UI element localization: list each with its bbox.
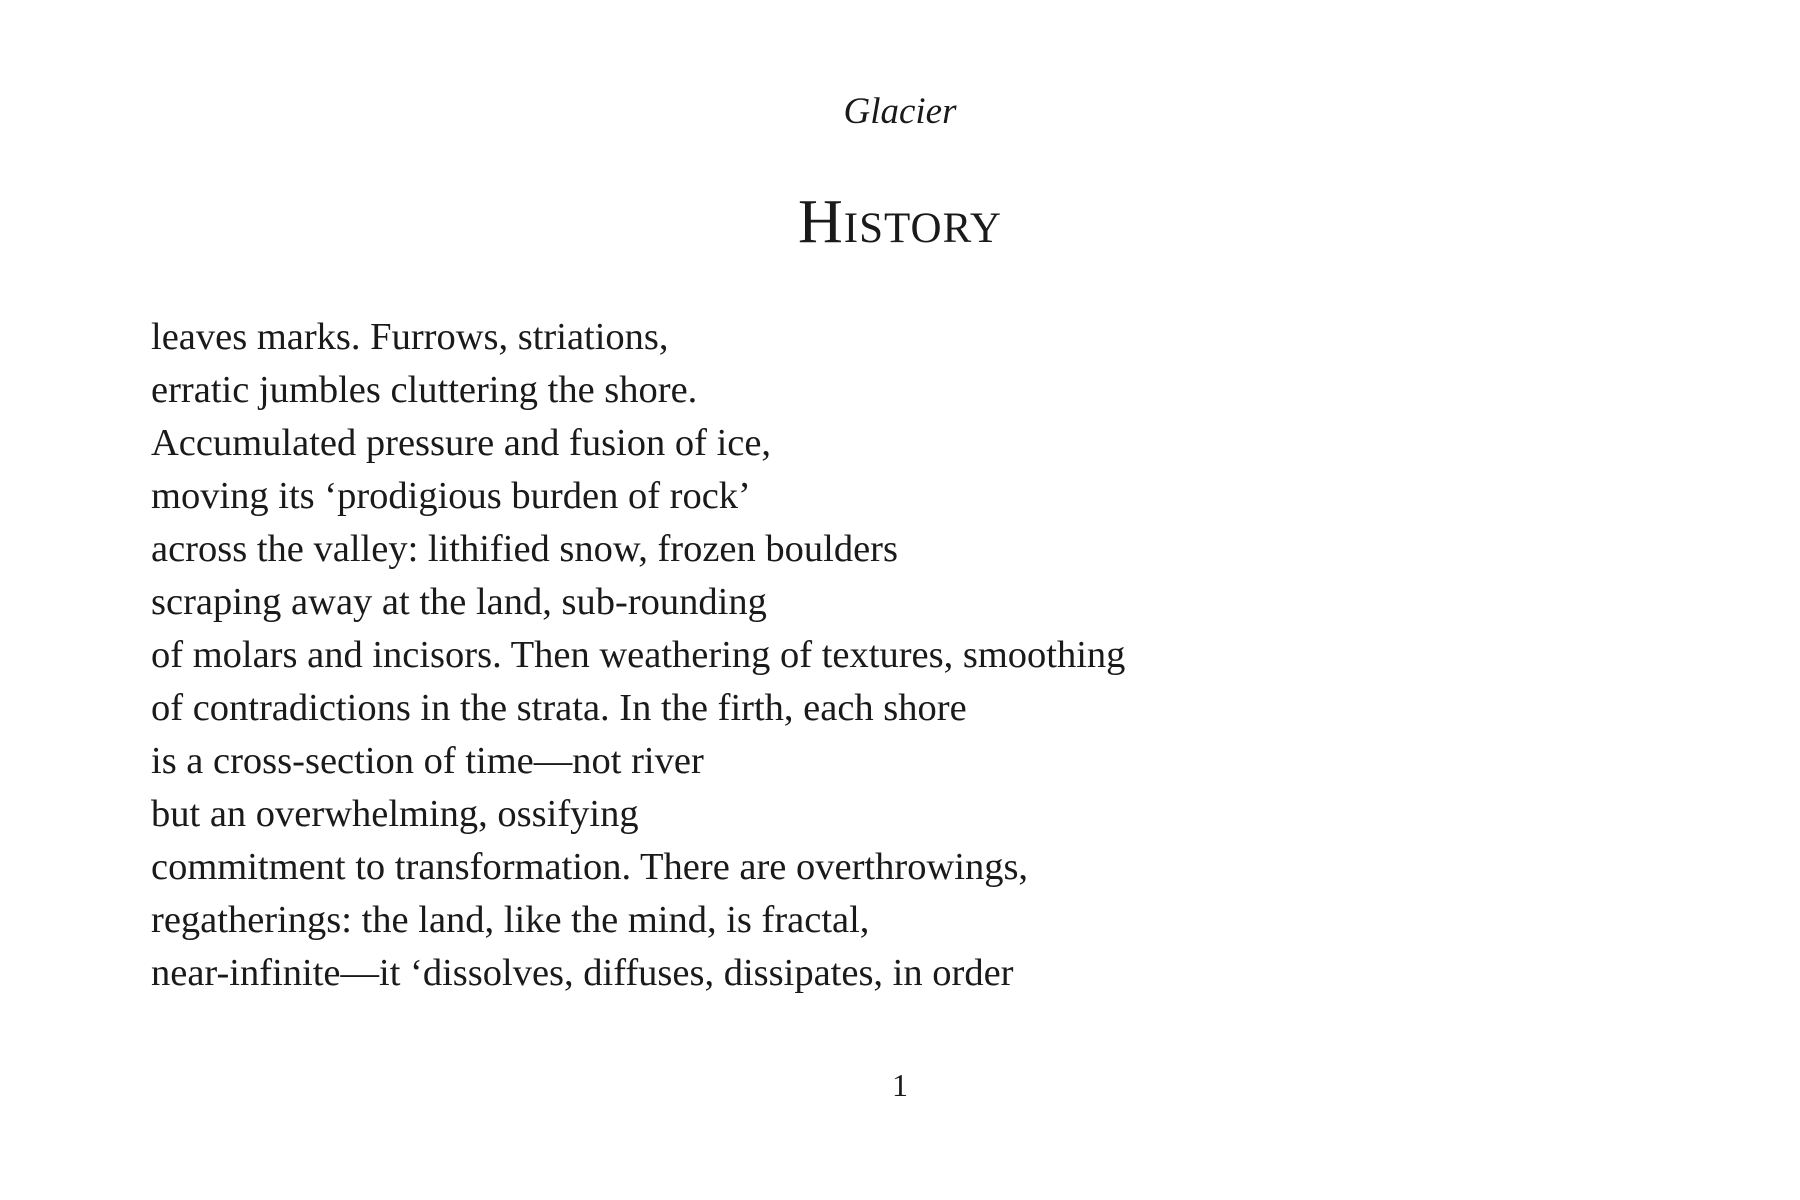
poem-line: erratic jumbles cluttering the shore. <box>151 369 698 411</box>
poem-line: is a cross-section of time—not river <box>151 740 704 782</box>
poem-line: regatherings: the land, like the mind, is fractal, <box>151 899 870 941</box>
poem-line: of molars and incisors. Then weathering of textures, smoothing <box>151 634 1126 676</box>
poem-line: moving its ‘prodigious burden of rock’ <box>151 475 751 517</box>
poem-line: across the valley: lithified snow, frozen boulders <box>151 528 898 570</box>
running-head: Glacier <box>843 91 957 132</box>
poem-line: leaves marks. Furrows, striations, <box>151 316 669 358</box>
poem-line: of contradictions in the strata. In the firth, each shore <box>151 687 967 729</box>
poem-line: commitment to transformation. There are overthrowings, <box>151 846 1029 888</box>
poem-body <box>151 311 1601 1000</box>
poem-line: scraping away at the land, sub-rounding <box>151 581 767 623</box>
poem-title: History <box>798 188 1002 256</box>
page-number: 1 <box>892 1067 908 1103</box>
poem-line: near-infinite—it ‘dissolves, diffuses, dissipates, in order <box>151 952 1014 994</box>
poem-line: Accumulated pressure and fusion of ice, <box>151 422 772 464</box>
poem-line: but an overwhelming, ossifying <box>151 793 639 835</box>
